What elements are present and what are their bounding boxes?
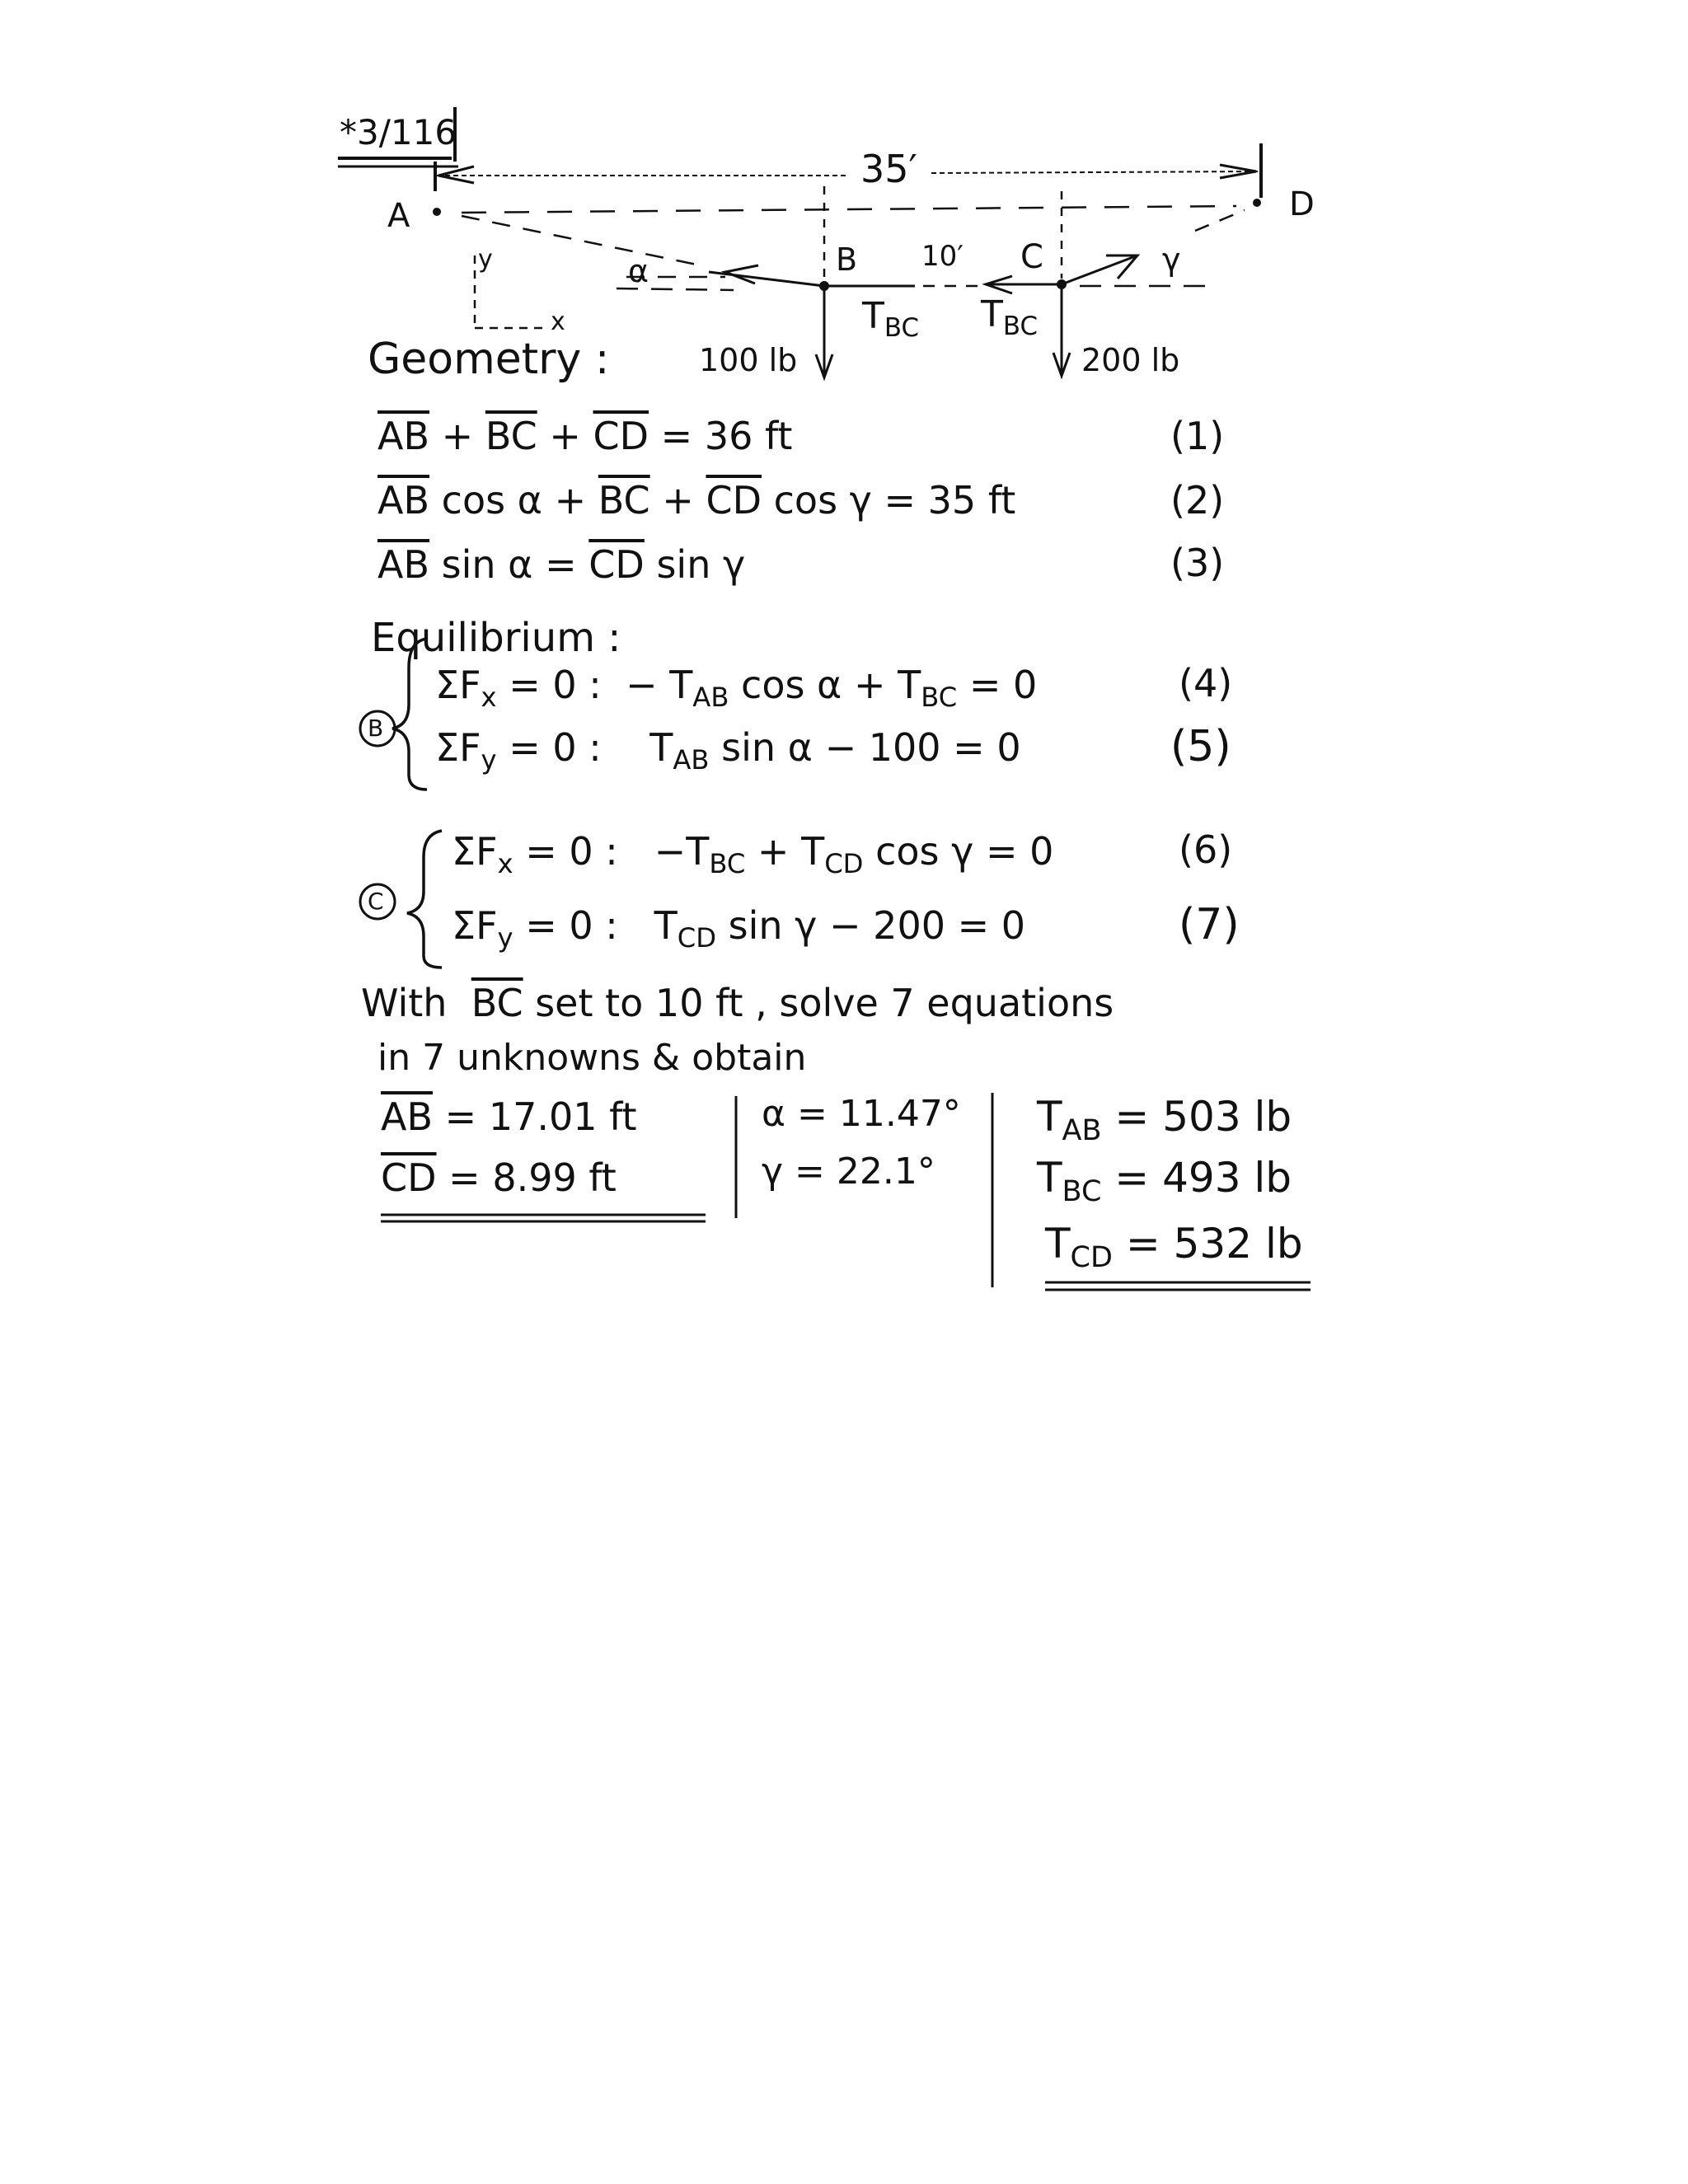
alpha-result: α = 11.47° <box>762 1093 961 1135</box>
point-d-dot <box>1253 199 1261 207</box>
solution-line-1: With $\overline{BC}$ set to 10 ft , solve 7 equations <box>361 981 1114 1025</box>
point-d-label: D <box>1289 185 1315 223</box>
cable-cd-arrow <box>1106 255 1137 279</box>
bc-length-label: 10′ <box>921 240 964 273</box>
t-bc-right-label: $T_{BC}$ <box>981 293 1038 341</box>
cd-result: $\overline{CD} = 8.99$ ft <box>381 1155 617 1200</box>
geometry-heading: Geometry : <box>368 335 610 384</box>
cd-term: $\overline{CD}$ <box>593 414 649 458</box>
point-a-label: A <box>387 197 410 235</box>
load-c-label: 200 lb <box>1081 342 1180 378</box>
eq7-number: (7) <box>1179 900 1240 949</box>
eq2-number: (2) <box>1170 478 1225 523</box>
cable-ab-dashed <box>462 216 701 265</box>
joint-c-label: C <box>368 888 384 915</box>
dimension-line-right <box>931 171 1258 173</box>
equilibrium-heading: Equilibrium : <box>371 615 621 661</box>
axis-y-label: y <box>478 245 493 274</box>
axis-x-label: x <box>551 307 565 336</box>
bc-term: $\overline{BC}$ <box>485 414 537 458</box>
problem-number: *3/116 <box>340 112 457 152</box>
load-b-label: 100 lb <box>699 342 798 378</box>
t-ab-result: $T_{AB} = 503$ lb <box>1037 1093 1292 1147</box>
joint-b-label: B <box>368 715 384 742</box>
t-bc-left-label: $T_{BC}$ <box>862 295 919 343</box>
eq1-number: (1) <box>1170 414 1225 458</box>
eq3-number: (3) <box>1170 541 1225 585</box>
t-bc-result: $T_{BC} = 493$ lb <box>1037 1154 1292 1208</box>
eq5-number: (5) <box>1170 722 1231 771</box>
ab-result: $\overline{AB} = 17.01$ ft <box>381 1094 637 1139</box>
geometry-eq1: $\overline{AB} + \overline{BC} + \overline{CD} = 36$ ft <box>377 414 793 458</box>
ab-term: $\overline{AB}$ <box>377 414 430 458</box>
equilibrium-eq4: $\Sigma F_x = 0$ : − $T_{AB}$ $\cos \alpha + T_{BC} = 0$ <box>435 663 1038 714</box>
span-label: 35′ <box>860 147 917 191</box>
gamma-result: γ = 22.1° <box>762 1151 935 1193</box>
eq4-number: (4) <box>1179 661 1233 705</box>
geometry-eq3: $\overline{AB}$ $\sin \alpha = \overline{CD}$ sin γ <box>377 542 746 587</box>
equilibrium-eq5: $\Sigma F_y = 0$ : $T_{AB}$ sin α − 100 = 0 <box>435 725 1021 776</box>
brace-c <box>407 831 442 968</box>
point-c-label: C <box>1020 238 1043 276</box>
cable-cd-dashed <box>1195 210 1245 231</box>
brace-b <box>392 639 427 790</box>
geometry-eq2: $\overline{AB}$ $\cos \alpha + \overline{BC} + \overline{CD}$ cos γ = 35 ft <box>377 478 1016 523</box>
reference-line-ad <box>462 206 1236 213</box>
cable-ab-solid <box>709 272 824 286</box>
angle-alpha-label: α <box>628 253 649 289</box>
point-a-dot <box>433 208 441 216</box>
cable-ab-arrow <box>725 265 758 284</box>
equilibrium-eq7: $\Sigma F_y = 0$ : $T_{CD}$ sin γ − 200 = 0 <box>452 903 1026 954</box>
t-cd-result: $T_{CD} = 532$ lb <box>1045 1220 1303 1274</box>
point-b-label: B <box>836 241 858 278</box>
solution-line-2: in 7 unknowns & obtain <box>377 1037 807 1079</box>
angle-gamma-label: γ <box>1162 241 1181 278</box>
equilibrium-eq6: $\Sigma F_x = 0$ : $-T_{BC} + T_{CD}$ cos γ = 0 <box>452 829 1054 880</box>
eq6-number: (6) <box>1179 827 1233 872</box>
